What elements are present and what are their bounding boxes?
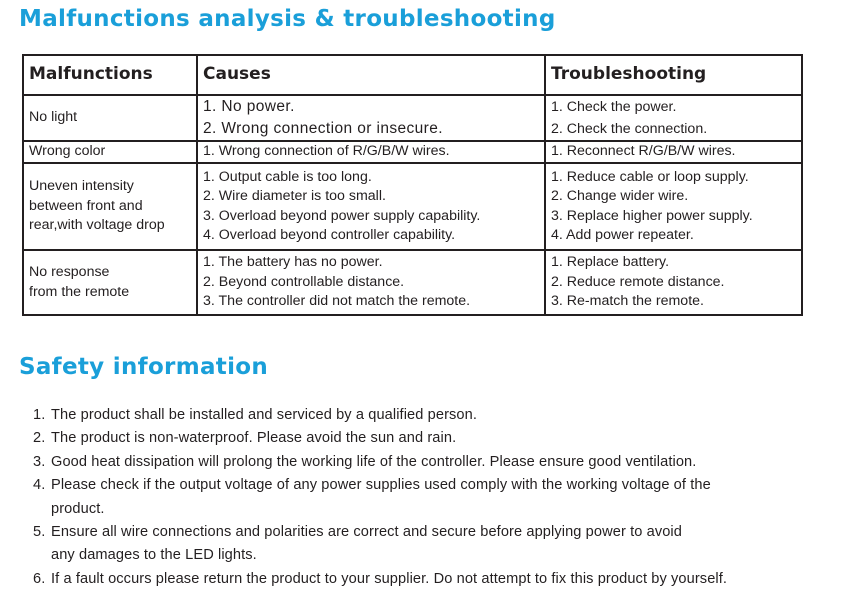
troubleshooting-item: 3. Re-match the remote. xyxy=(551,293,704,310)
malfunction-cell xyxy=(23,95,197,141)
troubleshooting-cell xyxy=(545,163,802,250)
malfunction-text: between front and xyxy=(29,197,143,214)
item-text: The product shall be installed and serviced by a qualified person. xyxy=(51,407,478,423)
table-row xyxy=(23,163,802,250)
cause-item: 4. Overload beyond controller capability. xyxy=(203,227,456,243)
safety-list xyxy=(33,404,833,591)
troubleshooting-item: 2. Change wider wire. xyxy=(551,188,689,204)
cause-item: 1. The battery has no power. xyxy=(203,254,383,271)
malfunction-cell xyxy=(23,141,197,163)
troubleshooting-cell xyxy=(545,95,802,141)
list-item xyxy=(33,451,833,474)
item-text: Good heat dissipation will prolong the working life of the controller. Please ensure good ventilation. xyxy=(51,453,697,470)
item-text: Please check if the output voltage of any power supplies used comply with the working voltage of the xyxy=(51,477,711,494)
cause-item: 1. Wrong connection of R/G/B/W wires. xyxy=(203,143,450,160)
table-row xyxy=(23,141,802,163)
malfunctions-section-title: Malfunctions analysis & troubleshooting xyxy=(19,6,556,32)
causes-cell xyxy=(197,95,545,141)
malfunction-cell xyxy=(23,163,197,250)
item-number: 4. xyxy=(33,477,46,494)
item-text-continued: any damages to the LED lights. xyxy=(51,547,257,564)
item-text: The product is non-waterproof. Please avoid the sun and rain. xyxy=(51,430,457,447)
malfunction-text: Wrong color xyxy=(29,143,106,160)
cause-item: 2. Wire diameter is too small. xyxy=(203,188,386,204)
table-header-row xyxy=(23,55,802,95)
item-text: If a fault occurs please return the product to your supplier. Do not attempt to fix this product by yourself. xyxy=(51,570,728,587)
list-item xyxy=(33,427,833,450)
item-number: 6. xyxy=(33,570,46,587)
troubleshooting-item: 4. Add power repeater. xyxy=(551,227,694,243)
troubleshooting-cell xyxy=(545,250,802,315)
item-number: 1. xyxy=(33,407,46,423)
list-item xyxy=(33,474,833,521)
safety-section-title: Safety information xyxy=(19,354,269,380)
troubleshooting-item: 1. Reduce cable or loop supply. xyxy=(551,168,749,185)
item-text: Ensure all wire connections and polarities are correct and secure before applying power to avoid xyxy=(51,524,682,541)
malfunction-text: rear,with voltage drop xyxy=(29,217,165,234)
cause-item: 1. No power. xyxy=(203,98,295,115)
malfunction-text: from the remote xyxy=(29,283,130,300)
troubleshooting-cell xyxy=(545,141,802,163)
cause-item: 3. Overload beyond power supply capability. xyxy=(203,207,481,224)
item-text-continued: product. xyxy=(51,500,105,517)
table-row xyxy=(23,95,802,141)
malfunction-text: Uneven intensity xyxy=(29,178,134,195)
troubleshooting-item: 2. Reduce remote distance. xyxy=(551,273,725,290)
causes-cell xyxy=(197,250,545,315)
troubleshooting-item: 3. Replace higher power supply. xyxy=(551,207,753,224)
causes-cell xyxy=(197,163,545,250)
list-item xyxy=(33,521,833,568)
item-number: 5. xyxy=(33,524,46,541)
causes-cell xyxy=(197,141,545,163)
header-malfunctions: Malfunctions xyxy=(23,55,197,95)
list-item xyxy=(33,568,833,591)
cause-item: 2. Wrong connection or insecure. xyxy=(203,120,443,137)
malfunction-cell xyxy=(23,250,197,315)
item-number: 2. xyxy=(33,430,46,447)
list-item xyxy=(33,404,833,427)
cause-item: 2. Beyond controllable distance. xyxy=(203,273,405,290)
malfunction-text: No response xyxy=(29,264,110,280)
troubleshooting-table xyxy=(22,54,803,316)
troubleshooting-item: 1. Reconnect R/G/B/W wires. xyxy=(551,143,736,160)
malfunction-text: No light xyxy=(29,109,78,126)
table-row xyxy=(23,250,802,315)
troubleshooting-item: 1. Check the power. xyxy=(551,99,677,115)
troubleshooting-item: 2. Check the connection. xyxy=(551,121,708,137)
header-troubleshooting: Troubleshooting xyxy=(545,55,802,95)
troubleshooting-item: 1. Replace battery. xyxy=(551,254,670,271)
item-number: 3. xyxy=(33,453,46,470)
header-causes: Causes xyxy=(197,55,545,95)
cause-item: 1. Output cable is too long. xyxy=(203,168,372,185)
cause-item: 3. The controller did not match the remote. xyxy=(203,293,471,310)
